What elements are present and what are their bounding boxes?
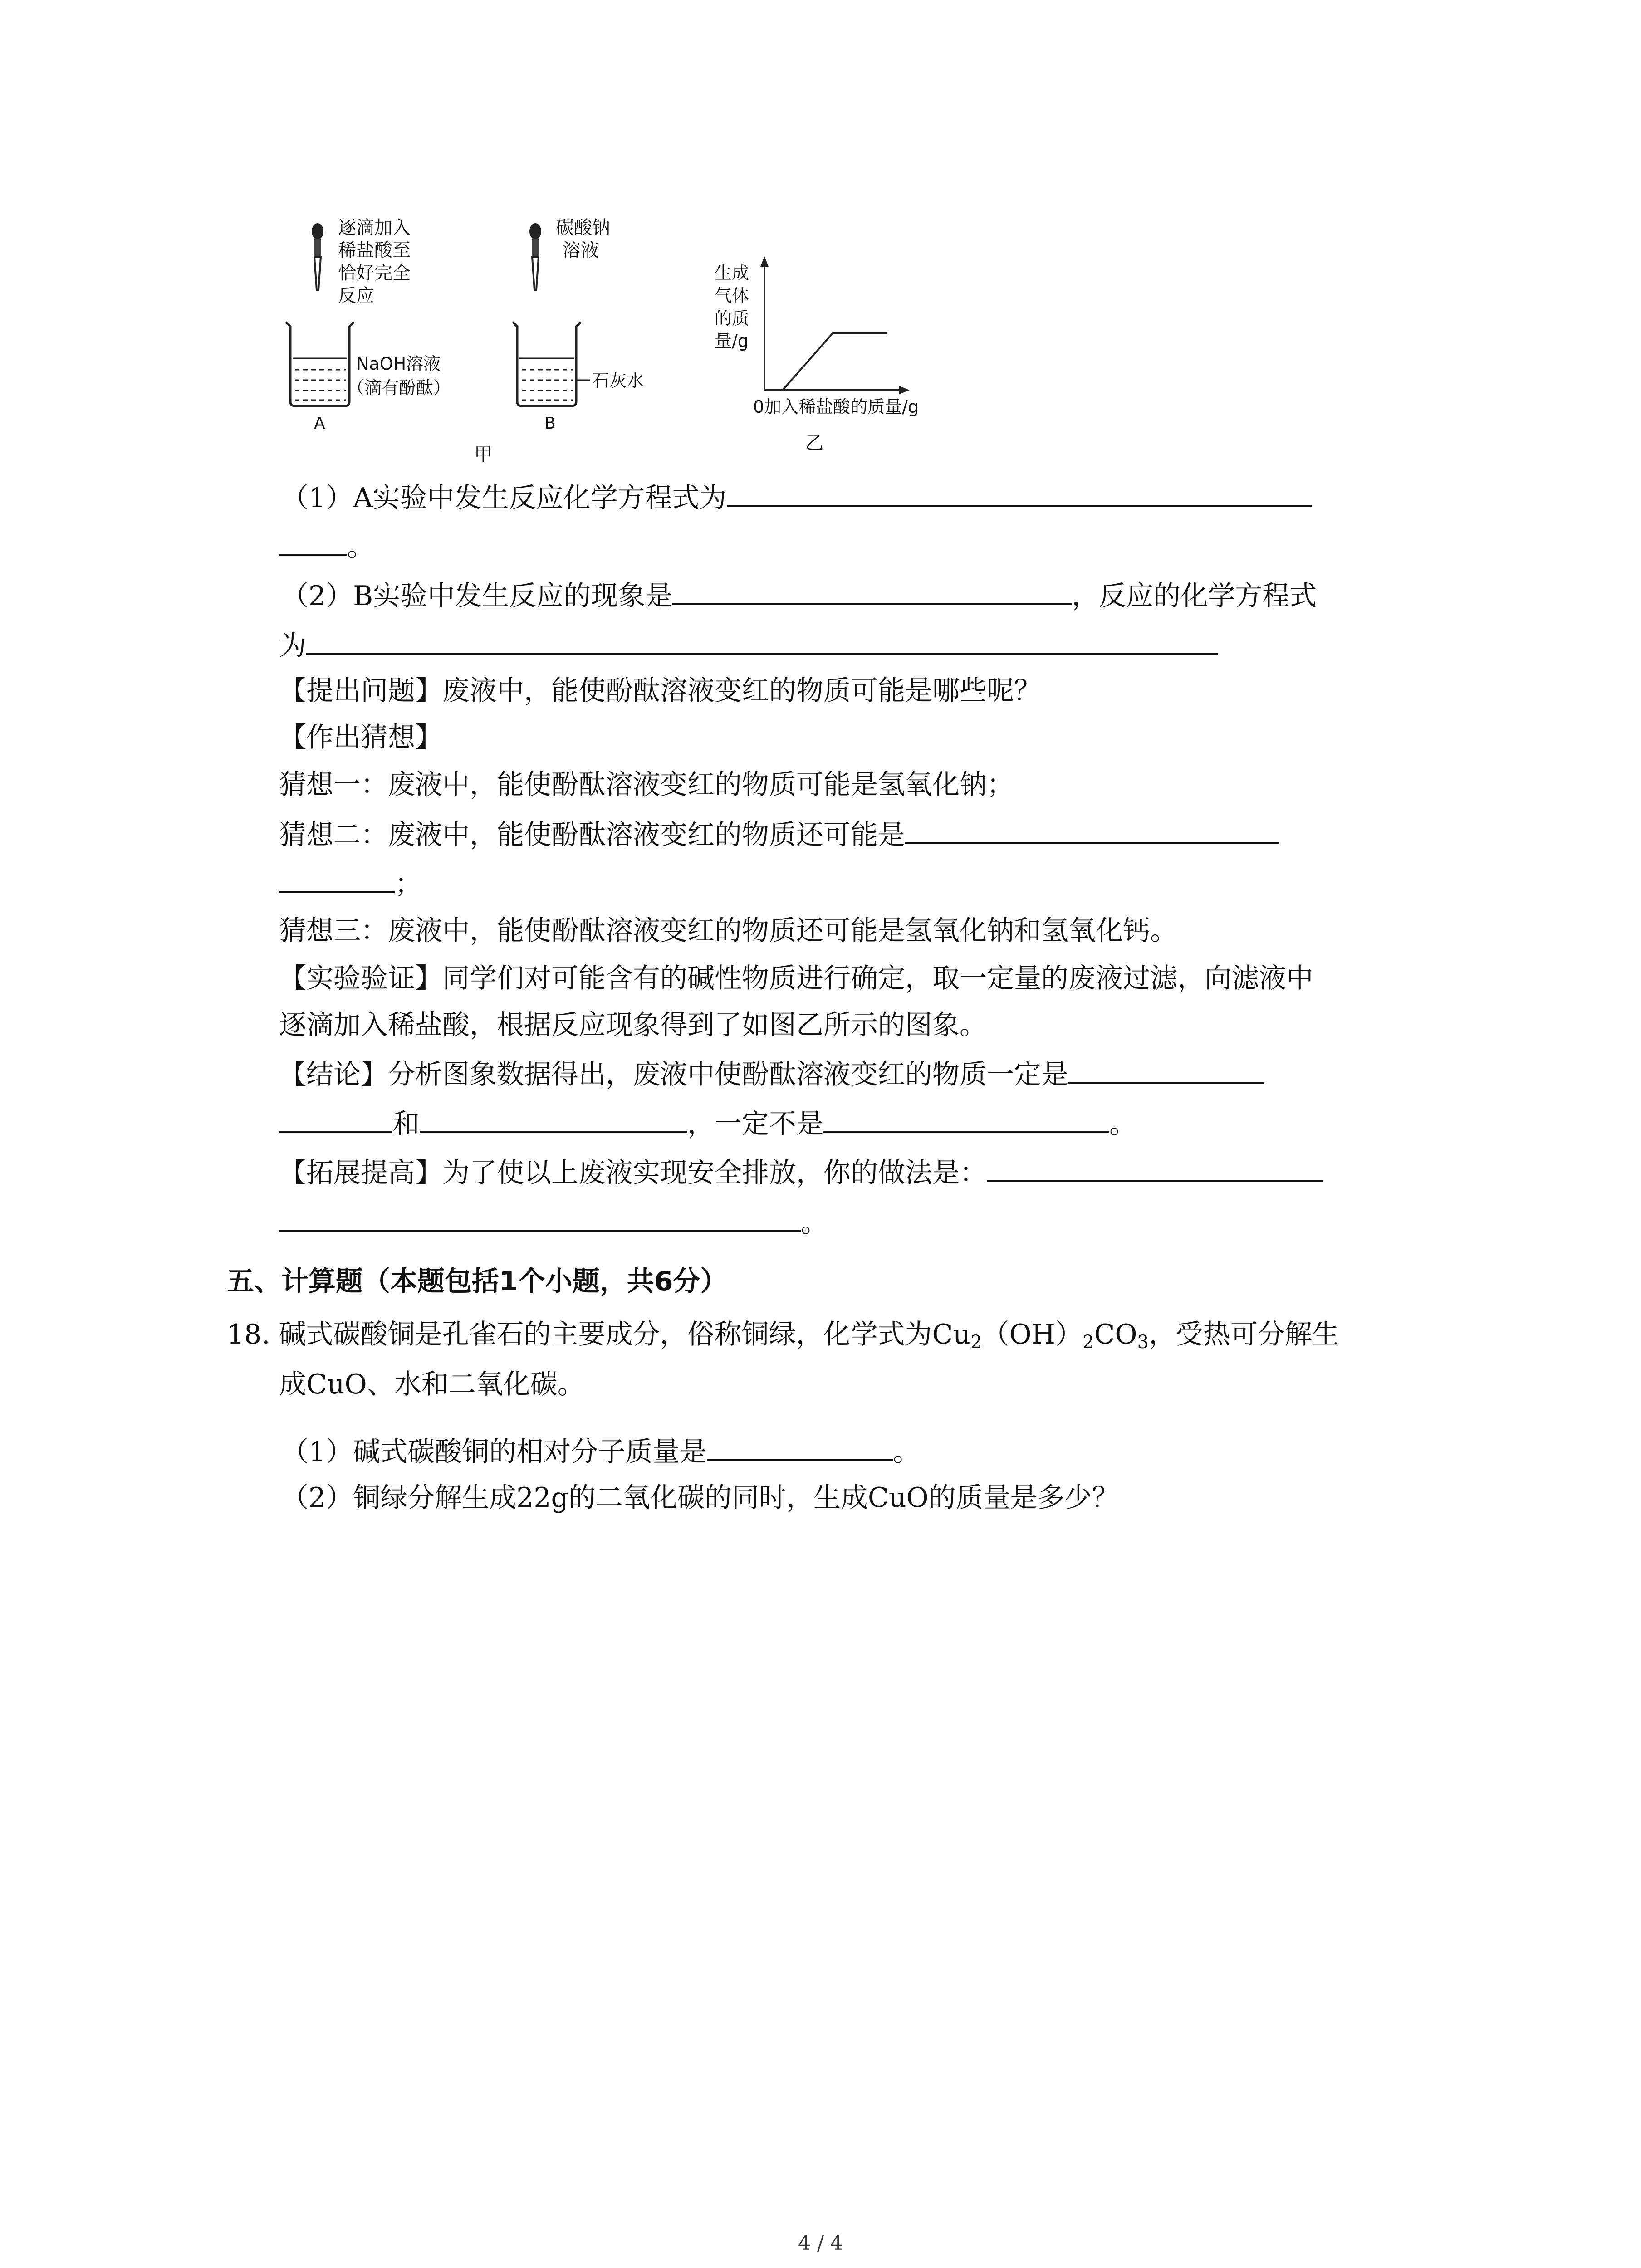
dropper-b-icon	[529, 223, 541, 290]
verify-line2: 逐滴加入稀盐酸，根据反应现象得到了如图乙所示的图象。	[279, 1009, 987, 1041]
guess2-blank[interactable]	[905, 814, 1279, 844]
q18-sub-cu: 2	[970, 1332, 982, 1353]
b-dropper-label-0: 碳酸钠	[556, 217, 610, 238]
q1-line2	[279, 526, 374, 565]
extend-blank[interactable]	[987, 1152, 1323, 1182]
guess3-line: 猜想三：废液中，能使酚酞溶液变红的物质还可能是氢氧化钠和氢氧化钙。	[279, 915, 1177, 947]
experiment-figure	[272, 213, 998, 467]
a-indicator-label: （滴有酚酞）	[347, 378, 451, 398]
conclusion-text: 【结论】分析图象数据得出，废液中使酚酞溶液变红的物质一定是	[279, 1059, 1068, 1090]
guess-title: 【作出猜想】	[279, 722, 442, 753]
a-dropper-label-2: 恰好完全	[338, 263, 411, 284]
q1-answer-blank-cont[interactable]	[279, 526, 347, 556]
a-dropper-label-1: 稀盐酸至	[338, 240, 411, 261]
graph-ylabel-0: 生成	[715, 263, 749, 283]
dropper-a-icon	[312, 223, 323, 290]
graph-ylabel-2: 的质	[715, 308, 749, 328]
a-solution-label: NaOH溶液	[356, 354, 441, 374]
q18-line1-text: 18. 碱式碳酸铜是孔雀石的主要成分，俗称铜绿，化学式为Cu	[227, 1319, 971, 1350]
q2-line2-text: 为	[279, 630, 306, 662]
conclusion-line	[279, 1054, 1264, 1093]
gas-curve	[783, 333, 887, 390]
q1-answer-blank[interactable]	[727, 477, 1312, 507]
q18-sub-oh: 2	[1083, 1332, 1094, 1353]
guess2-blank-cont[interactable]	[279, 863, 395, 893]
graph-ylabel-1: 气体	[715, 286, 749, 306]
guess2-line2	[279, 863, 422, 902]
q2-phenomenon-blank[interactable]	[672, 575, 1072, 605]
jia-label: 甲	[474, 444, 492, 465]
guess2-end: ；	[395, 868, 422, 900]
q18-formula-mid: （OH）	[982, 1319, 1083, 1350]
q1-text: （1）A实验中发生反应化学方程式为	[281, 482, 727, 514]
guess2-line	[279, 814, 1279, 853]
problem-line: 【提出问题】废液中，能使酚酞溶液变红的物质可能是哪些呢？	[279, 675, 1041, 707]
a-label: A	[314, 414, 325, 433]
guess1-line: 猜想一：废液中，能使酚酞溶液变红的物质可能是氢氧化钠；	[279, 769, 1014, 801]
q2-mid: ，反应的化学方程式	[1072, 580, 1317, 612]
a-dropper-label-3: 反应	[338, 285, 374, 306]
extend-text: 【拓展提高】为了使以上废液实现安全排放，你的做法是：	[279, 1157, 987, 1189]
conclusion-end: 。	[1109, 1108, 1136, 1140]
extend-line2	[279, 1202, 828, 1241]
page-number: 4 / 4	[798, 2232, 843, 2255]
conclusion-blank-3[interactable]	[823, 1103, 1109, 1133]
yi-label: 乙	[805, 433, 823, 454]
q18-line1-end: ，受热可分解生	[1149, 1319, 1340, 1350]
q18-sub1-text: （1）碱式碳酸铜的相对分子质量是	[281, 1436, 707, 1468]
q18-sub1-blank[interactable]	[707, 1431, 893, 1461]
conclusion-blank-2[interactable]	[420, 1103, 687, 1133]
q2-text: （2）B实验中发生反应的现象是	[281, 580, 673, 612]
b-solution-label: 石灰水	[592, 371, 644, 391]
graph-ylabel-3: 量/g	[715, 331, 749, 351]
q18-sub1-end: 。	[893, 1436, 921, 1468]
q18-sub-co3: 3	[1137, 1332, 1149, 1353]
conclusion-line2	[279, 1103, 1136, 1142]
q2-line2	[279, 625, 1218, 664]
q1-line	[281, 477, 1312, 516]
conclusion-and: 和	[392, 1108, 420, 1140]
graph-xlabel: 0加入稀盐酸的质量/g	[753, 397, 919, 417]
guess2-text: 猜想二：废液中，能使酚酞溶液变红的物质还可能是	[279, 819, 905, 851]
extend-blank-cont[interactable]	[279, 1202, 801, 1232]
q18-line2: 成CuO、水和二氧化碳。	[279, 1369, 585, 1400]
q2-equation-blank[interactable]	[306, 625, 1218, 655]
q18-formula-co: CO	[1094, 1319, 1137, 1350]
q18-sub1-line	[281, 1431, 920, 1470]
q18-line1	[227, 1316, 1339, 1360]
b-label: B	[544, 414, 556, 433]
conclusion-blank-1-cont[interactable]	[279, 1103, 392, 1133]
extend-end: 。	[801, 1207, 828, 1239]
beaker-b-icon	[513, 322, 590, 406]
verify-line1: 【实验验证】同学们对可能含有的碱性物质进行确定，取一定量的废液过滤，向滤液中	[279, 963, 1313, 994]
extend-line	[279, 1152, 1323, 1191]
q1-end: 。	[347, 531, 374, 563]
conclusion-blank-1[interactable]	[1068, 1054, 1264, 1084]
q2-line	[281, 575, 1317, 614]
b-dropper-label-1: 溶液	[563, 240, 599, 261]
q18-sub2-line: （2）铜绿分解生成22g的二氧化碳的同时，生成CuO的质量是多少？	[281, 1482, 1119, 1514]
section-5-heading: 五、计算题（本题包括1个小题，共6分）	[227, 1266, 728, 1297]
beaker-a-icon	[286, 322, 354, 406]
a-dropper-label-0: 逐滴加入	[338, 217, 411, 238]
gas-mass-graph	[760, 256, 910, 394]
conclusion-not: ，一定不是	[687, 1108, 823, 1140]
